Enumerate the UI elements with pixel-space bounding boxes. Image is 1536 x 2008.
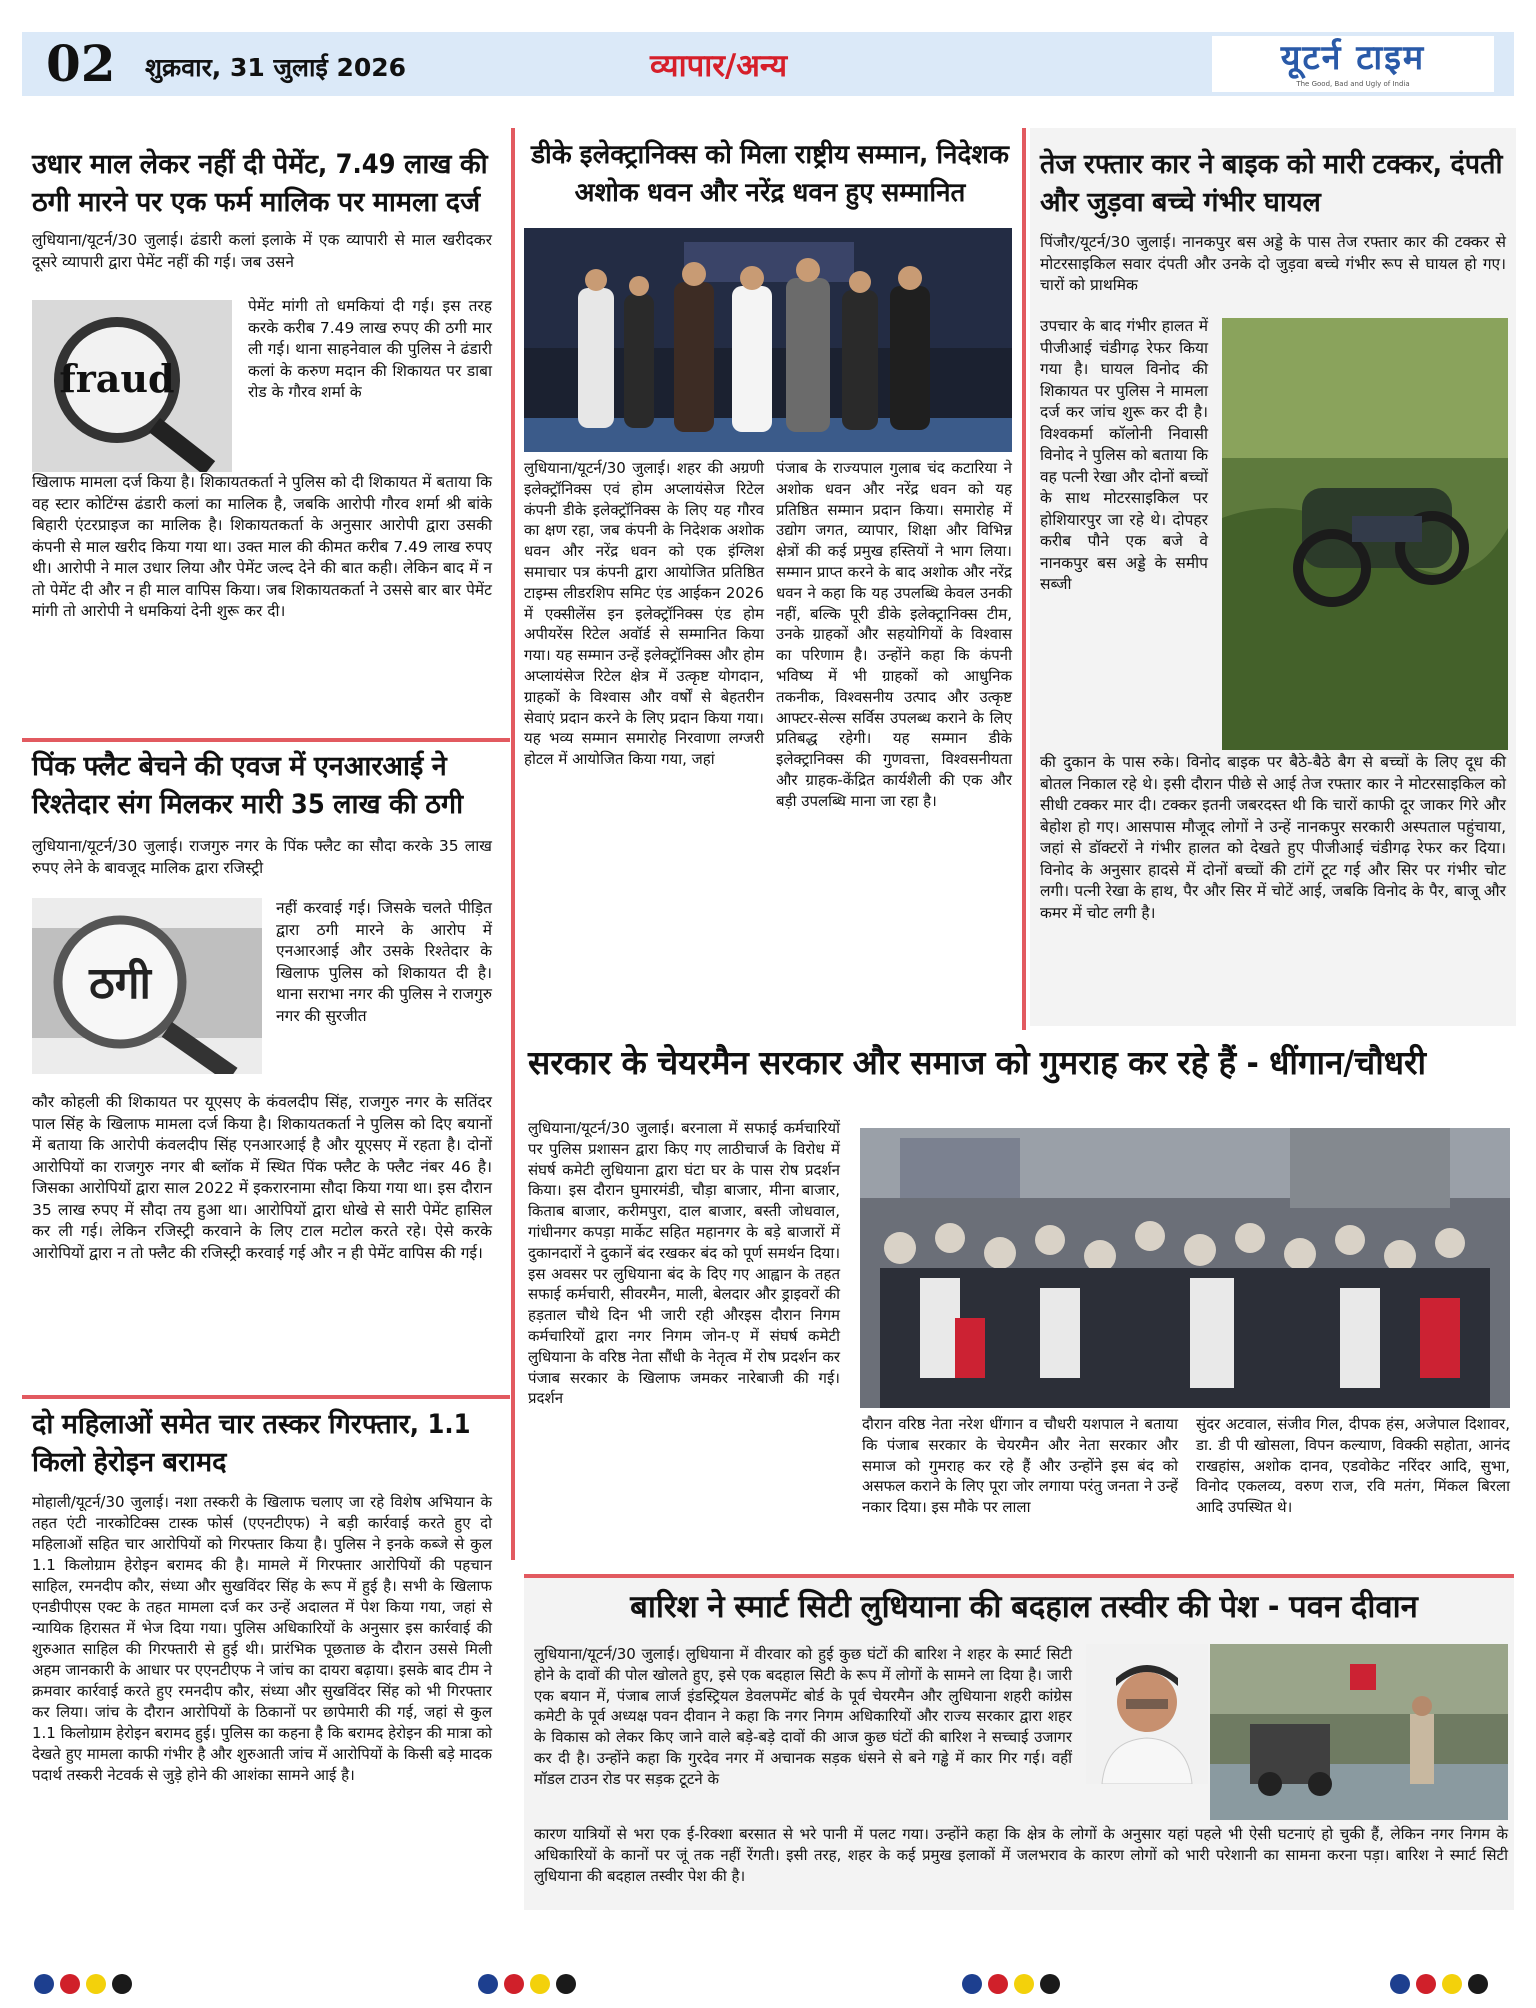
story-pink-flat-body: कौर कोहली की शिकायत पर यूएसए के कंवलदीप सिंह, राजगुरु नगर के सतिंदर पाल सिंह के खिलाफ मामला दर्ज किया है। शिकायतकर्ता ने पुलिस को दिए बयानों में बताया कि आरोपी कंवलदीप सिंह एनआरआई है और यूएसए में रहता है। दोनों आरोपियों का राजगुरु नगर बी ब्लॉक में स्थित पिंक फ्लैट के फ्लैट नंबर 46 है। जिसका आरोपियों द्वारा साल 2022 में इकरारनामा सौदा किया गया था। इस दौरान 35 लाख रुपए में सौदा तय हुआ था। आरोपियों द्वारा धोखे से सारी पेमेंट हासिल कर ली गई। लेकिन रजिस्ट्री करवाने के लिए टाल मटोल करते रहे। ऐसे करके आरोपियों द्वारा न तो फ्लैट की रजिस्ट्री करवाई गई और न ही पेमेंट वापिस की गई।	[32, 1093, 492, 1262]
photo-protest-crowd	[860, 1128, 1510, 1408]
row-rule	[22, 738, 510, 742]
story-fraud-intro: लुधियाना/यूटर्न/30 जुलाई। ढंडारी कलां इलाके में एक व्यापारी से माल खरीदकर दूसरे व्यापारी द्वारा पेमेंट नहीं की गई। जब उसने	[32, 231, 492, 271]
headline-dk-electronics-wrap	[525, 136, 1015, 212]
registration-dot	[1416, 1974, 1436, 1994]
story-dk-col2: पंजाब के राज्यपाल गुलाब चंद कटारिया ने अशोक धवन और नरेंद्र धवन को यह प्रतिष्ठित सम्मान प्रदान किया। समारोह में उद्योग जगत, व्यापार, शिक्षा और विभिन्न क्षेत्रों की कई प्रमुख हस्तियों ने भाग लिया। सम्मान प्राप्त करने के बाद अशोक और नरेंद्र धवन ने कहा कि यह उपलब्धि केवल उनकी नहीं, बल्कि पूरी डीके इलेक्ट्रानिक्स टीम, उनके ग्राहकों और सहयोगियों के विश्वास का परिणाम है। उन्होंने कहा कि कंपनी भविष्य में भी ग्राहकों को आधुनिक तकनीक, विश्वसनीय उत्पाद और उत्कृष्ट आफ्टर-सेल्स सर्विस उपलब्ध कराने के लिए प्रतिबद्ध रहेगी। यह सम्मान डीके इलेक्ट्रानिक्स की गुणवत्ता, विश्वसनीयता और ग्राहक-केंद्रित कार्यशैली की एक और बड़ी उपलब्धि माना जा रहा है।	[776, 459, 1012, 810]
photo-waterlogged-street	[1210, 1644, 1508, 1820]
headline-rain-smart-city: बारिश ने स्मार्ट सिटी लुधियाना की बदहाल तस्वीर की पेश - पवन दीवान	[630, 1589, 1418, 1625]
column-rule	[1022, 128, 1026, 1030]
photo-pawan-diwan	[1086, 1644, 1208, 1784]
headline-fraud-firm: उधार माल लेकर नहीं दी पेमेंट, 7.49 लाख की ठगी मारने पर एक फर्म मालिक पर मामला दर्ज	[32, 149, 488, 218]
registration-dot	[504, 1974, 524, 1994]
issue-date: शुक्रवार, 31 जुलाई 2026	[145, 53, 407, 82]
registration-dot	[1040, 1974, 1060, 1994]
registration-marks-left	[34, 1974, 132, 1994]
column-rule	[511, 128, 515, 1030]
headline-chairman-protest: सरकार के चेयरमैन सरकार और समाज को गुमराह कर रहे हैं - धींगान/चौधरी	[528, 1043, 1427, 1082]
registration-dot	[556, 1974, 576, 1994]
photo-thagi-magnifier	[32, 898, 262, 1074]
registration-dot	[1390, 1974, 1410, 1994]
registration-dot	[1014, 1974, 1034, 1994]
story-protest-col2: दौरान वरिष्ठ नेता नरेश धींगान व चौधरी यशपाल ने बताया कि पंजाब सरकार के चेयरमैन और नेता सरकार और समाज को गुमराह कर रहे हैं और उन्होंने इस बंद को असफल कराने के लिए पूरा जोर लगाया परंतु जनता ने उन्हें नकार दिया। इस मौके पर लाला	[862, 1415, 1178, 1517]
headline-dk-electronics: डीके इलेक्ट्रानिक्स को मिला राष्ट्रीय सम्मान, निदेशक अशोक धवन और नरेंद्र धवन हुए सम्मानित	[531, 140, 1009, 208]
story-heroin-body: मोहाली/यूटर्न/30 जुलाई। नशा तस्करी के खिलाफ चलाए जा रहे विशेष अभियान के तहत एंटी नारकोटिक्स टास्क फोर्स (एएनटीएफ) ने बड़ी कार्रवाई करते हुए दो महिलाओं सहित चार आरोपियों को गिरफ्तार किया है। पुलिस ने इनके कब्जे से कुल 1.1 किलोग्राम हेरोइन बरामद की है। मामले में गिरफ्तार आरोपियों की पहचान साहिल, रमनदीप कौर, संध्या और सुखविंदर सिंह के रूप में हुई है। सभी के खिलाफ एनडीपीएस एक्ट के तहत मामला दर्ज कर उन्हें अदालत में पेश किया गया, जहां से न्यायिक हिरासत में भेज दिया गया। पुलिस अधिकारियों के अनुसार इस कार्रवाई की शुरुआत साहिल की गिरफ्तारी से हुई थी। प्रारंभिक पूछताछ के दौरान उससे मिली अहम जानकारी के आधार पर एएनटीएफ ने जांच का दायरा बढ़ाया। इसके बाद टीम ने क्रमवार कार्रवाई करते हुए रमनदीप कौर, संध्या और सुखविंदर सिंह को भी गिरफ्तार कर लिया। जांच के दौरान आरोपियों के ठिकानों पर छापेमारी की गई, जहां से कुल 1.1 किलोग्राम हेरोइन बरामद हुई। पुलिस का कहना है कि बरामद हेरोइन की मात्रा को देखते हुए मामला काफी गंभीर है और शुरुआती जांच में आरोपियों के किसी बड़े मादक पदार्थ तस्करी नेटवर्क से जुड़े होने की आशंका सामने आई है।	[32, 1493, 492, 1784]
story-dk-col1: लुधियाना/यूटर्न/30 जुलाई। शहर की अग्रणी इलेक्ट्रॉनिक्स एवं होम अप्लायंसेज रिटेल कंपनी डीके इलेक्ट्रॉनिक्स के लिए यह गौरव का क्षण रहा, जब कंपनी के निदेशक अशोक धवन और नरेंद्र धवन को एक इंग्लिश समाचार पत्र कंपनी द्वारा आयोजित प्रतिष्ठित टाइम्स लीडरशिप समिट एंड आईकन 2026 में एक्सीलेंस इन इलेक्ट्रॉनिक्स एंड होम अपीयरेंस रिटेल अवॉर्ड से सम्मानित किया गया। यह सम्मान उन्हें इलेक्ट्रॉनिक्स और होम अप्लायंसेज रिटेल क्षेत्र में उत्कृष्ट योगदान, ग्राहकों के विश्वास और वर्षों से बेहतरीन सेवाएं प्रदान करने के लिए प्रदान किया गया। यह भव्य सम्मान समारोह निरवाणा लग्जरी होटल में आयोजित किया गया, जहां	[524, 459, 764, 769]
page-number: 02	[46, 34, 116, 93]
story-accident-body: की दुकान के पास रुके। विनोद बाइक पर बैठे-बैठे बैग से बच्चों के लिए दूध की बोतल निकाल रहे थे। इसी दौरान पीछे से आई तेज रफ्तार कार ने मोटरसाइकिल को सीधी टक्कर मार दी। टक्कर इतनी जबरदस्त थी कि चारों काफी दूर जाकर गिरे और बेहोश हो गए। आसपास मौजूद लोगों ने उन्हें नानकपुर सरकारी अस्पताल पहुंचाया, जहां से डॉक्टरों ने गंभीर हालत को देखते हुए पीजीआई चंडीगढ़ रेफर कर दिया। विनोद के अनुसार हादसे में दोनों बच्चों की टांगें टूट गई और सिर पर गंभीर चोट लगी। पत्नी रेखा के हाथ, पैर और सिर में चोटें आई, जबकि विनोद के पैर, बाजू और कमर में चोट लगी है।	[1040, 753, 1506, 922]
registration-dot	[86, 1974, 106, 1994]
headline-heroin-arrest: दो महिलाओं समेत चार तस्कर गिरफ्तार, 1.1 किलो हेरोइन बरामद	[32, 1409, 471, 1478]
registration-dot	[988, 1974, 1008, 1994]
registration-dot	[962, 1974, 982, 1994]
story-rain-intro: लुधियाना/यूटर्न/30 जुलाई। लुधियाना में वीरवार को हुई कुछ घंटों की बारिश ने शहर के स्मार्ट सिटी होने के दावों की पोल खोलते हुए, इसे एक बदहाल सिटी के रूप में लोगों के सामने ला दिया है। जारी एक बयान में, पंजाब लार्ज इंडस्ट्रियल डेवलपमेंट बोर्ड के पूर्व चेयरमैन और लुधियाना शहरी कांग्रेस कमेटी के पूर्व अध्यक्ष पवन दीवान ने कहा कि नगर निगम अधिकारियों और राज्य सरकार द्वारा शहर के विकास को लेकर किए जाने वाले बड़े-बड़े दावों की आज कुछ घंटों की बारिश ने सच्चाई उजागर कर दी है। उन्होंने कहा कि गुरदेव नगर में अचानक सड़क धंसने से बने गड्ढे में कार गिर गई। वहीं मॉडल टाउन रोड पर सड़क टूटने के	[534, 1645, 1072, 1788]
story-accident-side: उपचार के बाद गंभीर हालत में पीजीआई चंडीगढ़ रेफर किया गया है। घायल विनोद की शिकायत पर पुलिस ने मामला दर्ज कर जांच शुरू कर दी है। विश्वकर्मा कॉलोनी निवासी विनोद ने पुलिस को बताया कि वह पत्नी रेखा और दोनों बच्चों के साथ मोटरसाइकिल पर होशियारपुर जा रहे थे। दोपहर करीब पौने एक बजे वे नानकपुर बस अड्डे के समीप सब्जी	[1040, 317, 1208, 593]
registration-dot	[1468, 1974, 1488, 1994]
registration-marks-center-right	[962, 1974, 1060, 1994]
registration-dot	[1442, 1974, 1462, 1994]
story-protest-col1: लुधियाना/यूटर्न/30 जुलाई। बरनाला में सफाई कर्मचारियों पर पुलिस प्रशासन द्वारा किए गए लाठीचार्ज के विरोध में संघर्ष कमेटी लुधियाना द्वारा घंटा घर के पास रोष प्रदर्शन किया। इस दौरान घुमारमंडी, चौड़ा बाजार, मीना बाजार, किताब बाजार, करीमपुरा, दाल बाजार, बस्ती जोधवाल, गांधीनगर कपड़ा मार्केट सहित महानगर के बड़े बाजारों में दुकानदारों ने दुकानें बंद रखकर बंद को पूर्ण समर्थन दिया। इस अवसर पर लुधियाना बंद के दिए गए आह्वान के तहत सफाई कर्मचारी, सीवरमैन, माली, बेलदार और ड्राइवरों की हड़ताल चौथे दिन भी जारी रही औरइस दौरान निगम कर्मचारियों द्वारा नगर निगम जोन-ए में संघर्ष कमेटी लुधियाना के वरिष्ठ नेता सौंधी के नेतृत्व में रोष प्रदर्शन कर पंजाब सरकार के खिलाफ जमकर नारेबाजी की गई। प्रदर्शन	[528, 1119, 840, 1408]
row-rule	[22, 1395, 510, 1399]
column-rule	[511, 1030, 515, 1560]
registration-dot	[60, 1974, 80, 1994]
registration-dot	[478, 1974, 498, 1994]
registration-marks-right	[1390, 1974, 1488, 1994]
registration-marks-center-left	[478, 1974, 576, 1994]
photo-accident-bike	[1222, 318, 1508, 750]
photo-award-ceremony	[524, 228, 1012, 452]
section-title: व्यापार/अन्य	[650, 48, 788, 84]
newspaper-logo: यूटर्न टाइम The Good, Bad and Ugly of India	[1212, 36, 1494, 92]
registration-dot	[530, 1974, 550, 1994]
headline-accident: तेज रफ्तार कार ने बाइक को मारी टक्कर, दंपती और जुड़वा बच्चे गंभीर घायल	[1040, 149, 1503, 218]
story-pink-flat-intro: लुधियाना/यूटर्न/30 जुलाई। राजगुरु नगर के पिंक फ्लैट का सौदा करके 35 लाख रुपए लेने के बावजूद मालिक द्वारा रजिस्ट्री	[32, 837, 492, 877]
story-pink-flat-side: नहीं करवाई गई। जिसके चलते पीड़ित द्वारा ठगी मारने के आरोप में एनआरआई और उसके रिश्तेदार के खिलाफ पुलिस को शिकायत दी है। थाना सराभा नगर की पुलिस ने राजगुरु नगर की सुरजीत	[276, 899, 492, 1025]
svg-text:ठगी: ठगी	[89, 958, 151, 1009]
photo-fraud-magnifier	[32, 300, 232, 472]
registration-dot	[34, 1974, 54, 1994]
registration-dot	[112, 1974, 132, 1994]
story-protest-col3: सुंदर अटवाल, संजीव गिल, दीपक हंस, अजेपाल दिशावर, डा. डी पी खोसला, विपन कल्याण, विक्की सहोता, आनंद राखहांस, अशोक दानव, एडवोकेट नरिंदर आदि, सुभा, विनोद एकलव्य, वरुण राज, रवि मतंग, मिंकल बिरला आदि उपस्थित थे।	[1196, 1415, 1510, 1517]
headline-pink-flat: पिंक फ्लैट बेचने की एवज में एनआरआई ने रिश्तेदार संग मिलकर मारी 35 लाख की ठगी	[32, 751, 464, 820]
story-fraud-body: खिलाफ मामला दर्ज किया है। शिकायतकर्ता ने पुलिस को दी शिकायत में बताया कि वह स्टार कोटिंग्स ढंडारी कलां का मालिक है, जबकि आरोपी गौरव शर्मा श्री बांके बिहारी एंटरप्राइज का मालिक है। शिकायतकर्ता के अनुसार आरोपी द्वारा उसकी कंपनी से माल खरीद किया गया था। उक्त माल की कीमत करीब 7.49 लाख रुपए थी। आरोपी ने माल उधार लिया और पेमेंट जल्द देने की बात कही। लेकिन बाद में न तो पेमेंट दी और न ही माल वापिस किया। जब शिकायतकर्ता ने उससे बार बार पेमेंट मांगी तो आरोपी ने धमकियां देनी शुरू कर दी।	[32, 473, 492, 620]
story-accident-intro: पिंजौर/यूटर्न/30 जुलाई। नानकपुर बस अड्डे के पास तेज रफ्तार कार की टक्कर से मोटरसाइकिल सवार दंपती और उनके दो जुड़वा बच्चे गंभीर रूप से घायल हो गए। चारों को प्राथमिक	[1040, 233, 1506, 294]
svg-text:fraud: fraud	[59, 356, 175, 401]
story-fraud-side: पेमेंट मांगी तो धमकियां दी गई। इस तरह करके करीब 7.49 लाख रुपए की ठगी मार ली गई। थाना साहनेवाल की पुलिस ने ढंडारी कलां के करुण मदान की शिकायत पर डाबा रोड के गौरव शर्मा के	[248, 297, 492, 401]
story-rain-body: कारण यात्रियों से भरा एक ई-रिक्शा बरसात से भरे पानी में पलट गया। उन्होंने कहा कि क्षेत्र के लोगों के अनुसार यहां पहले भी ऐसी घटनाएं हो चुकी हैं, लेकिन नगर निगम के अधिकारियों के कानों पर जूं तक नहीं रेंगती। इसी तरह, शहर के कई प्रमुख इलाकों में जलभराव के कारण लोगों को भारी परेशानी का सामना करना पड़ा। बारिश ने स्मार्ट सिटी लुधियाना की बदहाल तस्वीर पेश की है।	[534, 1825, 1508, 1885]
